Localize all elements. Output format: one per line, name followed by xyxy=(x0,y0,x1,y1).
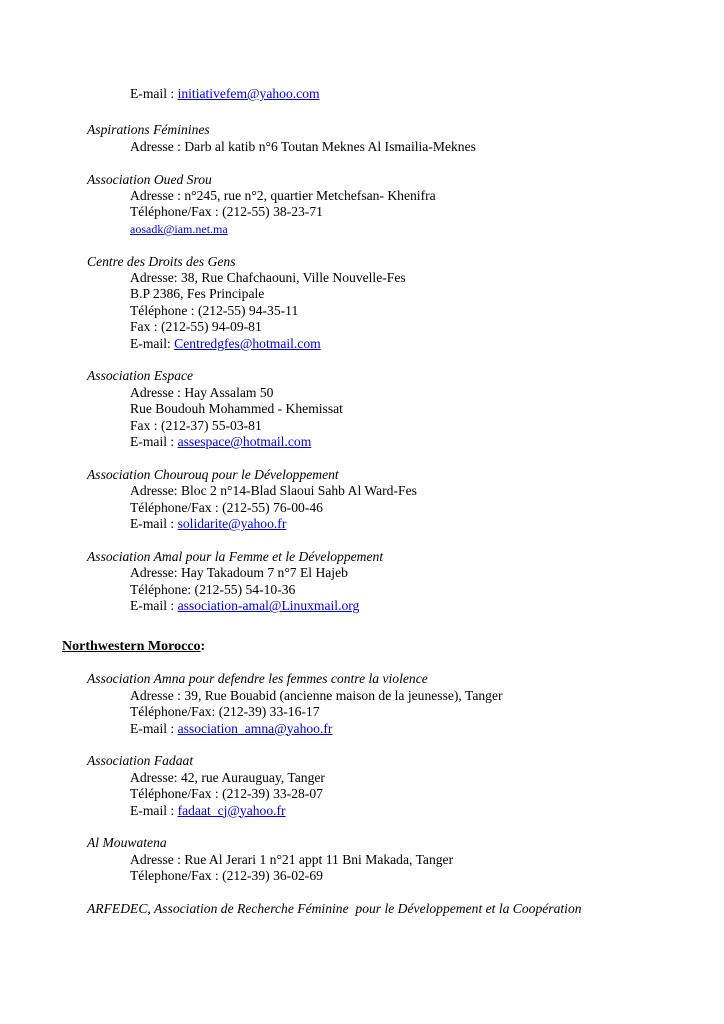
org-name: Association Amal pour la Femme et le Développement xyxy=(87,548,384,564)
entry-detail-line xyxy=(0,319,724,335)
detail-text: Téléphone/Fax : (212-39) 33-28-07 xyxy=(130,786,323,802)
org-name: Association Amna pour defendre les femmes contre la violence xyxy=(87,671,428,687)
email-link[interactable]: aosadk@iam.net.ma xyxy=(130,221,228,236)
org-entry xyxy=(0,753,724,819)
detail-label: E-mail : xyxy=(130,598,178,614)
org-entry xyxy=(0,368,724,450)
entry-detail-line xyxy=(0,303,724,319)
entry-detail-line xyxy=(0,286,724,302)
org-entry xyxy=(0,835,724,884)
detail-text: Fax : (212-37) 55-03-81 xyxy=(130,417,262,433)
org-entry xyxy=(0,122,724,155)
org-name: Al Mouwatena xyxy=(87,835,167,851)
entry-detail-line xyxy=(0,385,724,401)
detail-text: Téléphone : (212-55) 94-35-11 xyxy=(130,302,299,318)
entry-detail-line xyxy=(0,770,724,786)
detail-text: Téléphone: (212-55) 54-10-36 xyxy=(130,581,296,597)
org-name: Association Espace xyxy=(87,368,194,384)
entry-detail-line xyxy=(0,204,724,220)
entry-detail-line xyxy=(0,704,724,720)
detail-text: Télephone/Fax : (212-39) 36-02-69 xyxy=(130,868,323,884)
detail-text: B.P 2386, Fes Principale xyxy=(130,286,265,302)
document-body xyxy=(0,86,724,917)
entry-detail-line xyxy=(0,221,724,237)
entry-detail-line xyxy=(0,188,724,204)
entry-detail-line xyxy=(0,516,724,532)
detail-text: Adresse : Rue Al Jerari 1 n°21 appt 11 Bni Makada, Tanger xyxy=(130,851,454,867)
detail-text: Rue Boudouh Mohammed - Khemissat xyxy=(130,401,343,417)
email-link[interactable]: assespace@hotmail.com xyxy=(177,434,312,450)
org-entry xyxy=(0,172,724,238)
org-name: ARFEDEC, Association de Recherche Féminine pour le Développement et la Coopération xyxy=(87,900,582,916)
entry-detail-line xyxy=(0,786,724,802)
section-heading-colon: : xyxy=(200,638,206,654)
email-link[interactable]: association_amna@yahoo.fr xyxy=(177,720,333,736)
detail-label: E-mail : xyxy=(130,802,178,818)
org-name: Association Fadaat xyxy=(87,753,194,769)
detail-text: Adresse: 38, Rue Chafchaouni, Ville Nouvelle-Fes xyxy=(130,270,406,286)
detail-text: Adresse : Darb al katib n°6 Toutan Meknes Al Ismailia-Meknes xyxy=(130,138,476,154)
detail-text: Adresse : 39, Rue Bouabid (ancienne maison de la jeunesse), Tanger xyxy=(130,687,503,703)
detail-label: E-mail: xyxy=(130,335,175,351)
detail-text: Adresse : Hay Assalam 50 xyxy=(130,384,274,400)
org-entry xyxy=(0,86,724,102)
entry-detail-line xyxy=(0,598,724,614)
entry-detail-line xyxy=(0,721,724,737)
detail-label: E-mail : xyxy=(130,86,178,101)
detail-text: Adresse: 42, rue Aurauguay, Tanger xyxy=(130,769,325,785)
email-link[interactable]: initiativefem@yahoo.com xyxy=(177,86,320,101)
detail-text: Téléphone/Fax: (212-39) 33-16-17 xyxy=(130,704,320,720)
entry-detail-line xyxy=(0,270,724,286)
section-heading xyxy=(0,639,724,655)
email-link[interactable]: fadaat_cj@yahoo.fr xyxy=(177,802,286,818)
detail-text: Adresse: Bloc 2 n°14-Blad Slaoui Sahb Al Ward-Fes xyxy=(130,483,417,499)
entry-detail-line xyxy=(0,434,724,450)
org-name: Association Oued Srou xyxy=(87,171,212,187)
entry-detail-line xyxy=(0,803,724,819)
email-link[interactable]: solidarite@yahoo.fr xyxy=(177,516,287,532)
entry-detail-line xyxy=(0,852,724,868)
org-name: Centre des Droits des Gens xyxy=(87,253,236,269)
org-name: Aspirations Féminines xyxy=(87,122,210,138)
entry-detail-line xyxy=(0,582,724,598)
org-entry xyxy=(0,254,724,352)
detail-label: E-mail : xyxy=(130,516,178,532)
org-name: Association Chourouq pour le Développement xyxy=(87,466,339,482)
entry-detail-line xyxy=(0,483,724,499)
entry-detail-line xyxy=(0,401,724,417)
entry-detail-line xyxy=(0,688,724,704)
entry-detail-line xyxy=(0,418,724,434)
org-entry xyxy=(0,467,724,533)
detail-label: E-mail : xyxy=(130,720,178,736)
detail-text: Téléphone/Fax : (212-55) 76-00-46 xyxy=(130,499,323,515)
org-entry xyxy=(0,549,724,615)
org-entry xyxy=(0,671,724,737)
entry-detail-line xyxy=(0,86,724,102)
section-heading-title: Northwestern Morocco xyxy=(62,638,201,654)
email-link[interactable]: Centredgfes@hotmail.com xyxy=(174,335,321,351)
detail-text: Adresse: Hay Takadoum 7 n°7 El Hajeb xyxy=(130,565,348,581)
entry-detail-line xyxy=(0,868,724,884)
entry-detail-line xyxy=(0,336,724,352)
email-link[interactable]: association-amal@Linuxmail.org xyxy=(177,598,360,614)
detail-text: Téléphone/Fax : (212-55) 38-23-71 xyxy=(130,204,323,220)
detail-text: Fax : (212-55) 94-09-81 xyxy=(130,319,262,335)
org-entry xyxy=(0,901,724,917)
detail-label: E-mail : xyxy=(130,434,178,450)
entry-detail-line xyxy=(0,500,724,516)
entry-detail-line xyxy=(0,139,724,155)
entry-detail-line xyxy=(0,565,724,581)
detail-text: Adresse : n°245, rue n°2, quartier Metchefsan- Khenifra xyxy=(130,188,436,204)
